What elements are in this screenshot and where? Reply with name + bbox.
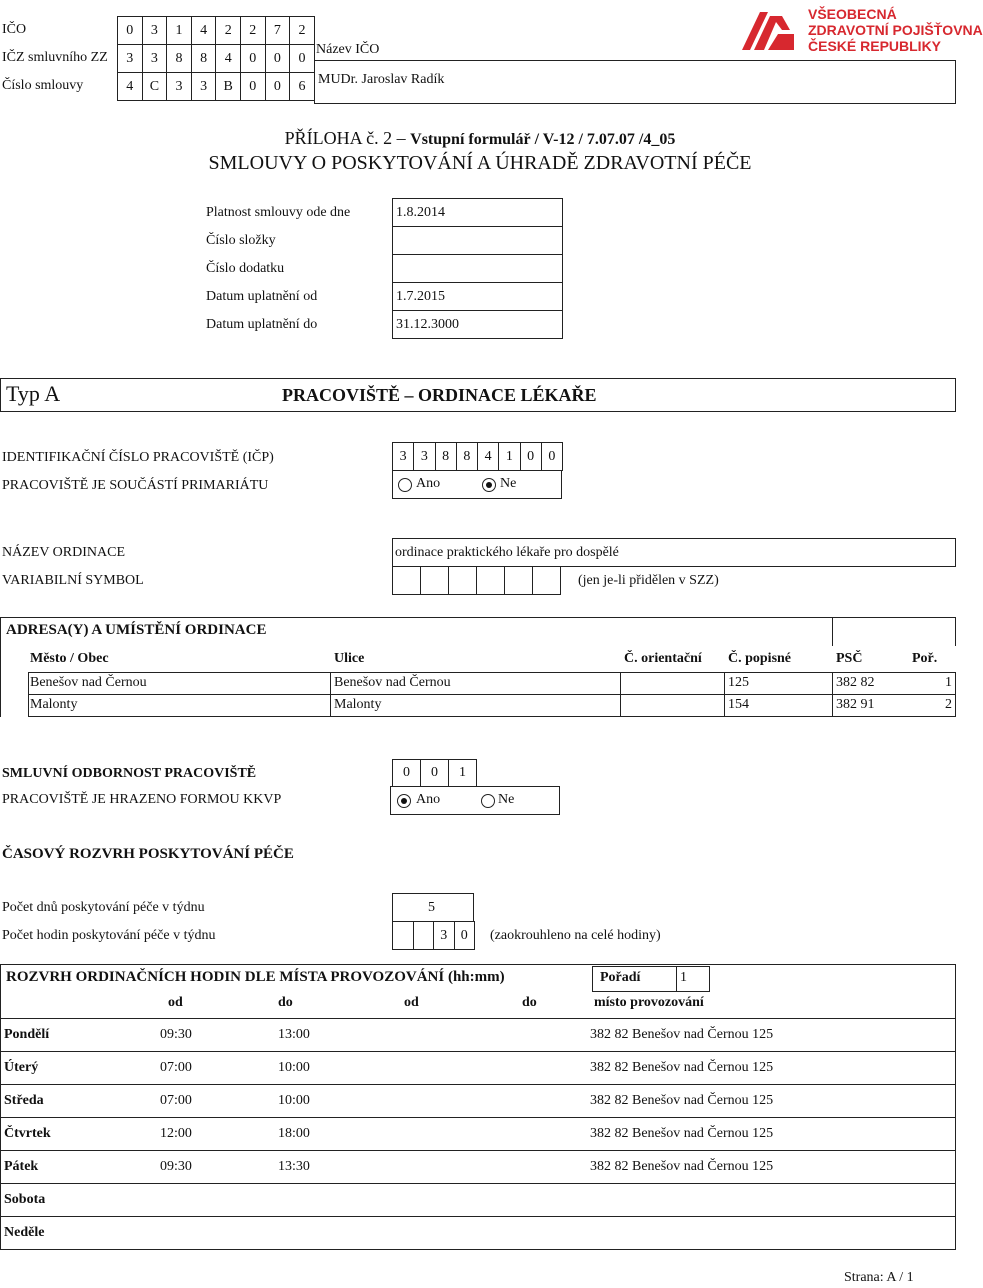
smlouva-digit: C [142, 72, 168, 101]
adresy-cell-divider [330, 672, 331, 695]
dny-label: Počet dnů poskytování péče v týdnu [2, 900, 205, 915]
ordinacni-day: Čtvrtek [4, 1126, 51, 1141]
dny-value: 5 [428, 900, 435, 915]
icz-digit: 0 [265, 44, 291, 73]
meta-value-box [392, 226, 563, 255]
kkvp-ano-radio[interactable] [397, 794, 411, 808]
icp-label: IDENTIFIKAČNÍ ČÍSLO PRACOVIŠTĚ (IČP) [2, 450, 274, 465]
adresy-mesto: Benešov nad Černou [30, 675, 147, 690]
ordinacni-day: Sobota [4, 1192, 46, 1207]
ico-digit: 3 [142, 16, 168, 45]
smlouva-digit: B [215, 72, 241, 101]
ordinacni-misto[interactable]: 382 82 Benešov nad Černou 125 [590, 1060, 774, 1075]
adresy-row [28, 672, 956, 695]
ordinacni-do1[interactable]: 18:00 [278, 1126, 310, 1141]
hodiny-note: (zaokrouhleno na celé hodiny) [490, 928, 661, 943]
icz-digit: 0 [240, 44, 266, 73]
ico-label: IČO [2, 22, 27, 37]
ordinacni-row [0, 1150, 956, 1184]
ordinacni-header: do [278, 995, 293, 1010]
typ-label: Typ A [6, 381, 61, 406]
kkvp-ne-label: Ne [498, 792, 515, 807]
ico-digit: 1 [166, 16, 192, 45]
poradi-divider [676, 966, 677, 992]
kkvp-ne-radio[interactable] [481, 794, 495, 808]
ordinacni-do1[interactable]: 10:00 [278, 1093, 310, 1108]
smlouva-digit: 6 [289, 72, 315, 101]
icp-digit: 3 [413, 442, 435, 471]
meta-value: 1.7.2015 [396, 289, 445, 304]
smlouva-digit: 4 [117, 72, 143, 101]
vs-digit-cell[interactable] [504, 566, 533, 595]
meta-value: 1.8.2014 [396, 205, 445, 220]
ico-digit: 4 [191, 16, 217, 45]
ordinacni-day: Neděle [4, 1225, 45, 1240]
adresy-porad: 2 [945, 697, 952, 712]
ordinacni-row [0, 1051, 956, 1085]
ordinacni-od1[interactable]: 09:30 [160, 1159, 192, 1174]
nazev-ico-label: Název IČO [316, 42, 380, 57]
adresy-cell-divider [330, 694, 331, 717]
vs-note: (jen je-li přidělen v SZZ) [578, 573, 719, 588]
ico-digit: 2 [240, 16, 266, 45]
vs-digit-cell[interactable] [392, 566, 421, 595]
nazev-ordinace-label: NÁZEV ORDINACE [2, 545, 126, 560]
primariat-ano-label: Ano [416, 476, 441, 491]
kkvp-ano-label: Ano [416, 792, 441, 807]
vzp-logo-icon [738, 6, 798, 54]
adresy-ulice: Benešov nad Černou [334, 675, 451, 690]
adresy-porad: 1 [945, 675, 952, 690]
adresy-psc: 382 82 [836, 675, 875, 690]
typ-title: PRACOVIŠTĚ – ORDINACE LÉKAŘE [282, 385, 597, 405]
ordinacni-row [0, 1084, 956, 1118]
primariat-ano-radio[interactable] [398, 478, 412, 492]
ordinacni-row [0, 1183, 956, 1217]
ordinacni-header: od [168, 995, 183, 1010]
ordinacni-row [0, 1117, 956, 1151]
title-line-2: SMLOUVY O POSKYTOVÁNÍ A ÚHRADĚ ZDRAVOTNÍ PÉČE [208, 152, 752, 174]
hodiny-digit: 3 [433, 921, 455, 950]
odbornost-digit: 0 [420, 759, 449, 787]
page-number: Strana: A / 1 [844, 1270, 914, 1285]
ordinacni-day: Pátek [4, 1159, 39, 1174]
ordinacni-do1[interactable]: 13:00 [278, 1027, 310, 1042]
smlouva-label: Číslo smlouvy [2, 78, 84, 93]
ico-digit: 2 [215, 16, 241, 45]
adresy-cell-divider [620, 694, 621, 717]
meta-label: Datum uplatnění od [206, 289, 318, 304]
hodiny-digit: 0 [454, 921, 476, 950]
title-line-1 [0, 128, 960, 149]
vs-digit-cell[interactable] [448, 566, 477, 595]
smlouva-digit: 3 [166, 72, 192, 101]
adresy-cell-divider [832, 672, 833, 695]
adresy-header: Město / Obec [30, 651, 109, 666]
smlouva-digit: 0 [240, 72, 266, 101]
ordinacni-do1[interactable]: 13:30 [278, 1159, 310, 1174]
icz-digit: 8 [191, 44, 217, 73]
icp-digit: 0 [541, 442, 563, 471]
ordinacni-od1[interactable]: 09:30 [160, 1027, 192, 1042]
vzp-logo [738, 6, 983, 54]
hodiny-label: Počet hodin poskytování péče v týdnu [2, 928, 216, 943]
icp-digit: 0 [520, 442, 542, 471]
nazev-ico-value: MUDr. Jaroslav Radík [318, 72, 445, 87]
hodiny-digit [392, 921, 414, 950]
ordinacni-header: od [404, 995, 419, 1010]
smlouva-digit: 0 [265, 72, 291, 101]
logo-line-2: ZDRAVOTNÍ POJIŠŤOVNA [808, 22, 983, 38]
adresy-header: Ulice [334, 651, 365, 666]
ordinacni-day: Středa [4, 1093, 44, 1108]
meta-label: Datum uplatnění do [206, 317, 318, 332]
meta-label: Číslo složky [206, 233, 276, 248]
ordinacni-row [0, 1216, 956, 1250]
adresy-row [28, 694, 956, 717]
poradi-value: 1 [680, 970, 687, 985]
icp-digit: 8 [435, 442, 457, 471]
vs-label: VARIABILNÍ SYMBOL [2, 573, 144, 588]
icz-digit: 3 [142, 44, 168, 73]
icz-label: IČZ smluvního ZZ [2, 50, 108, 65]
icz-digit: 0 [289, 44, 315, 73]
icp-digit: 1 [498, 442, 520, 471]
ordinacni-misto[interactable]: 382 82 Benešov nad Černou 125 [590, 1126, 774, 1141]
poradi-label: Pořadí [600, 970, 641, 985]
adresy-header: Č. orientační [624, 651, 702, 666]
ico-digit: 0 [117, 16, 143, 45]
ordinacni-header: do [522, 995, 537, 1010]
ordinacni-day: Úterý [4, 1060, 39, 1075]
adresy-popisne: 125 [728, 675, 749, 690]
ordinacni-misto[interactable]: 382 82 Benešov nad Černou 125 [590, 1159, 774, 1174]
ordinacni-header-row [0, 993, 956, 1018]
ordinacni-do1[interactable]: 10:00 [278, 1060, 310, 1075]
primariat-label: PRACOVIŠTĚ JE SOUČÁSTÍ PRIMARIÁTU [2, 478, 269, 493]
adresy-header: Č. popisné [728, 651, 792, 666]
meta-value: 31.12.3000 [396, 317, 459, 332]
kkvp-label: PRACOVIŠTĚ JE HRAZENO FORMOU KKVP [2, 792, 282, 807]
icz-digit: 3 [117, 44, 143, 73]
odbornost-digit: 0 [392, 759, 421, 787]
adresy-psc: 382 91 [836, 697, 875, 712]
adresy-ulice: Malonty [334, 697, 382, 712]
ordinacni-header: místo provozování [594, 995, 704, 1010]
adresy-mesto: Malonty [30, 697, 78, 712]
adresy-left-margin [0, 646, 28, 717]
ico-digit: 7 [265, 16, 291, 45]
icp-digit: 3 [392, 442, 414, 471]
icp-digit: 8 [456, 442, 478, 471]
adresy-popisne: 154 [728, 697, 749, 712]
adresy-cell-divider [724, 694, 725, 717]
ordinacni-misto[interactable]: 382 82 Benešov nad Černou 125 [590, 1093, 774, 1108]
nazev-ordinace-value: ordinace praktického lékaře pro dospělé [395, 545, 619, 560]
ordinacni-misto[interactable]: 382 82 Benešov nad Černou 125 [590, 1027, 774, 1042]
primariat-ne-radio[interactable] [482, 478, 496, 492]
ordinacni-od1[interactable]: 07:00 [160, 1060, 192, 1075]
ordinacni-title: ROZVRH ORDINAČNÍCH HODIN DLE MÍSTA PROVOZOVÁNÍ (hh:mm) [6, 969, 505, 985]
ordinacni-day: Pondělí [4, 1027, 50, 1042]
meta-label: Platnost smlouvy ode dne [206, 205, 351, 220]
title-formular: Vstupní formulář / V-12 / 7.07.07 /4_05 [410, 131, 676, 148]
meta-value-box [392, 254, 563, 283]
ordinacni-row [0, 1018, 956, 1052]
icp-digit: 4 [477, 442, 499, 471]
adresy-cell-divider [832, 694, 833, 717]
ordinacni-od1[interactable]: 07:00 [160, 1093, 192, 1108]
primariat-ne-label: Ne [500, 476, 517, 491]
adresy-divider [832, 617, 833, 646]
adresy-header: Poř. [912, 651, 938, 666]
odbornost-label: SMLUVNÍ ODBORNOST PRACOVIŠTĚ [2, 766, 257, 781]
adresy-cell-divider [724, 672, 725, 695]
rozvrh-title: ČASOVÝ ROZVRH POSKYTOVÁNÍ PÉČE [2, 846, 294, 862]
vs-digit-cell[interactable] [476, 566, 505, 595]
adresy-cell-divider [620, 672, 621, 695]
logo-line-1: VŠEOBECNÁ [808, 6, 897, 22]
adresy-header: PSČ [836, 651, 863, 666]
title-sep: – [396, 128, 406, 148]
hodiny-digit [413, 921, 435, 950]
vs-digit-cell[interactable] [532, 566, 561, 595]
title-priloha: PŘÍLOHA č. 2 [284, 128, 393, 148]
icz-digit: 4 [215, 44, 241, 73]
vs-digit-cell[interactable] [420, 566, 449, 595]
icz-digit: 8 [166, 44, 192, 73]
ordinacni-od1[interactable]: 12:00 [160, 1126, 192, 1141]
smlouva-digit: 3 [191, 72, 217, 101]
ico-digit: 2 [289, 16, 315, 45]
adresy-title: ADRESA(Y) A UMÍSTĚNÍ ORDINACE [6, 622, 267, 638]
odbornost-digit: 1 [448, 759, 477, 787]
logo-line-3: ČESKÉ REPUBLIKY [808, 38, 942, 54]
meta-label: Číslo dodatku [206, 261, 285, 276]
